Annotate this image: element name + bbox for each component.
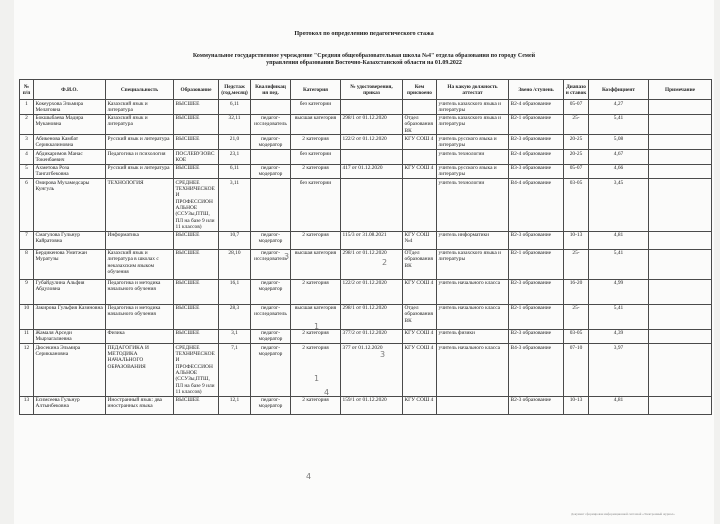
table-cell: КГУ СОШ 4 [403,344,437,396]
table-cell [649,135,712,150]
table-cell: ВЫСШЕЕ [174,329,219,344]
table-cell: ВЫСШЕЕ [174,100,219,115]
table-cell: 13 [20,396,34,414]
header-cell: Примечание [649,80,712,100]
table-cell: 3,11 [219,179,251,231]
table-cell: Педагогика и психология [106,150,174,165]
table-cell [341,150,403,165]
table-cell: 10 [20,304,34,329]
table-cell: ПЕДАГОГИКА И МЕТОДИКА НАЧАЛЬНОГО ОБРАЗОВАНИЯ [106,344,174,396]
table-cell: КГУ СОШ 4 [403,135,437,150]
handwritten-mark: 2 [382,258,388,267]
table-cell: учитель начального класса [437,344,509,396]
table-cell: высшая категория [291,249,341,279]
table-cell: 5,41 [589,249,649,279]
table-cell: 10-13 [564,231,589,249]
table-cell: В4-4 образование [509,179,564,231]
table-cell: Омирова Мухамедсары Кунгуль [34,179,106,231]
table-row [20,304,712,329]
table-cell: педагог-модератор [251,231,291,249]
table-cell: 12 [20,344,34,396]
table-cell: учитель начального класса [437,304,509,329]
table-cell: педагог-исследователь [251,114,291,135]
table-cell: В2-1 образование [509,249,564,279]
table-cell: 8 [20,249,34,279]
header-cell: Педстаж (год,месяц) [219,80,251,100]
table-cell: 6,11 [219,100,251,115]
table-cell: 298/1 от 01.12.2020 [341,114,403,135]
table-cell: Закирова Гульфия Казиновна [34,304,106,329]
table-cell: 12,1 [219,396,251,414]
table-cell [649,396,712,414]
table-cell: Бердикенова Умитжан Муратузы [34,249,106,279]
table-cell: Педагогика и методика начального обучения [106,304,174,329]
table-cell: Казахский язык и литература [106,100,174,115]
table-cell: Абикенова Камбат Серикказиновна [34,135,106,150]
table-cell [403,179,437,231]
table-cell: ПОСЛЕВУЗОВСКОЕ [174,150,219,165]
table-cell [649,249,712,279]
table-row [20,164,712,179]
header-cell: № удостоверения, приказ [341,80,403,100]
table-cell [649,279,712,304]
table-cell [649,100,712,115]
table-cell: без категории [291,179,341,231]
table-cell: 28,3 [219,304,251,329]
document-subtitle [14,53,714,67]
table-cell: КГУ СОШ 4 [403,396,437,414]
table-cell: без категории [291,100,341,115]
table-cell: учитель русского языка и литературы [437,164,509,179]
table-cell: Ахметова Роза Тангатбековна [34,164,106,179]
table-cell: В2-3 образование [509,396,564,414]
table-header-row [20,80,712,100]
table-cell: педагог-модератор [251,396,291,414]
table-cell: педагог-модератор [251,279,291,304]
table-cell: ВЫСШЕЕ [174,114,219,135]
table-cell: Русский язык и литература [106,164,174,179]
table-cell: В4-3 образование [509,344,564,396]
table-cell: 417 от 01.12.2020 [341,164,403,179]
table-cell: учитель казахского языка и литературы [437,114,509,135]
table-cell: 298/1 от 01.12.2020 [341,249,403,279]
header-cell: Коэффициент [589,80,649,100]
table-row [20,396,712,414]
table-cell: 1 [20,100,34,115]
table-cell: КГУ СОШ №4 [403,231,437,249]
table-cell: педагог-модератор [251,164,291,179]
table-cell: педагог-исследователь [251,249,291,279]
table-cell: Кокеурхова Эльмира Мелатовна [34,100,106,115]
table-cell: В2-3 образование [509,329,564,344]
header-cell: Ф.И.О. [34,80,106,100]
table-cell: ОТдел образования ВК [403,249,437,279]
table-cell: 3,45 [589,179,649,231]
handwritten-mark: 4 [324,388,330,397]
table-cell: 4,39 [589,329,649,344]
table-row [20,231,712,249]
subtitle-line-1: Коммунальное государственное учреждение "Средняя общеобразовательная школа №4" отдела образования по городу Семей [192,53,536,59]
header-cell: Квалификац ия пед. [251,80,291,100]
table-cell: 6 [20,179,34,231]
table-cell [403,100,437,115]
table-cell: 4,99 [589,279,649,304]
table-cell [341,179,403,231]
table-cell: учитель информатики [437,231,509,249]
table-cell: 03-05 [564,179,589,231]
header-cell: № п/п [20,80,34,100]
table-cell: учитель физики [437,329,509,344]
table-cell: СРЕДНЕЕ ТЕХНИЧЕСКОЕ И ПРОФЕССИОНАЛЬНОЕ (ССУЗы,ПТШ, ПЛ на базе 9 или 11 классов) [174,179,219,231]
table-cell: 25- [564,304,589,329]
table-cell: В2-1 образование [509,304,564,329]
table-cell: Отдел образования ВК [403,114,437,135]
table-cell: КГУ СОШ 4 [403,279,437,304]
table-cell: 5,41 [589,114,649,135]
table-cell: 2 категория [291,279,341,304]
table-cell: 7,1 [219,344,251,396]
table-cell: учитель казахского языка и литературы [437,249,509,279]
table-cell: 7 [20,231,34,249]
table-cell: 122/2 от 01.12.2020 [341,279,403,304]
table-cell: Отдел образования ВК [403,304,437,329]
table-cell: КГУ СОШ 4 [403,329,437,344]
table-cell [251,100,291,115]
header-cell: На какую должность аттестат [437,80,509,100]
table-cell: Жамаля Арседи Мырзагалиевна [34,329,106,344]
table-cell: 28,10 [219,249,251,279]
table-cell: 4,81 [589,231,649,249]
table-cell [341,100,403,115]
handwritten-mark: 1 [314,374,320,383]
table-row [20,344,712,396]
table-cell [403,150,437,165]
table-cell: В2-4 образование [509,100,564,115]
handwritten-mark: 1 [314,322,320,331]
table-cell: Смагулова Гульнур Кайратовна [34,231,106,249]
table-cell: Губайдулина Альфия Абдуловна [34,279,106,304]
table-cell [649,164,712,179]
table-cell: 5,41 [589,304,649,329]
table-cell: 10-13 [564,396,589,414]
staff-table [19,79,712,415]
table-cell [649,304,712,329]
table-cell: Дюсекина Эльмира Сериккановна [34,344,106,396]
table-cell: 25- [564,114,589,135]
table-cell: 3 [20,135,34,150]
table-cell: педагог-модератор [251,135,291,150]
table-cell [649,150,712,165]
table-cell: ВЫСШЕЕ [174,396,219,414]
table-cell: 16,1 [219,279,251,304]
subtitle-line-2: управления образования Восточно-Казахстанской области на 01.09.2022 [266,60,462,67]
table-cell: Физика [106,329,174,344]
header-cell: Диапазо н ставок [564,80,589,100]
document-page [14,0,714,524]
table-cell: 4,67 [589,150,649,165]
table-cell: В2-1 образование [509,114,564,135]
table-cell: В3-3 образование [509,164,564,179]
table-cell: 6,11 [219,164,251,179]
table-cell [649,231,712,249]
header-cell: Категория [291,80,341,100]
table-cell: 122/2 от 01.12.2020 [341,135,403,150]
table-cell: 3,97 [589,344,649,396]
table-cell: Информатика [106,231,174,249]
table-cell: 5 [20,164,34,179]
table-cell: 2 категория [291,344,341,396]
table-cell: 25- [564,249,589,279]
table-cell [251,150,291,165]
table-cell: 4,81 [589,396,649,414]
table-cell: 32,11 [219,114,251,135]
table-cell: В2-3 образование [509,231,564,249]
table-cell: учитель технологии [437,150,509,165]
table-cell: Есимсеева Гульнур Алтынбековна [34,396,106,414]
table-cell: Иностранный язык: два иностранных языка [106,396,174,414]
table-cell: В2-4 образование [509,150,564,165]
handwritten-mark: 3 [284,252,290,261]
table-row [20,279,712,304]
table-cell [649,114,712,135]
table-cell: 10,7 [219,231,251,249]
handwritten-mark: 3 [380,350,386,359]
table-cell [649,344,712,396]
document-title: Протокол по определению педагогического стажа [294,30,434,37]
table-row [20,100,712,115]
table-cell: 07-10 [564,344,589,396]
table-cell: 159/1 от 01.12.2020 [341,396,403,414]
table-cell: 2 категория [291,396,341,414]
table-cell: 2 [20,114,34,135]
table-cell: КГУ СОШ 4 [403,164,437,179]
table-cell: 2 категория [291,135,341,150]
table-cell: ВЫСШЕЕ [174,279,219,304]
table-row [20,179,712,231]
table-cell: высшая категория [291,114,341,135]
table-cell [251,179,291,231]
table-cell: 2 категория [291,329,341,344]
table-cell: 115/3 от 31.08.2021 [341,231,403,249]
table-cell: 05-07 [564,164,589,179]
table-cell [649,179,712,231]
table-cell: 16-20 [564,279,589,304]
header-cell: Специальность [106,80,174,100]
table-cell: ВЫСШЕЕ [174,304,219,329]
table-cell: Абдикаримов Манас Токенбаевич [34,150,106,165]
table-cell: 298/1 от 01.12.2020 [341,304,403,329]
table-cell: В2-3 образование [509,279,564,304]
table-cell: 4 [20,150,34,165]
table-cell: 11 [20,329,34,344]
table-cell: 377/2 от 01.12.2020 [341,329,403,344]
table-cell: В2-3 образование [509,135,564,150]
table-cell: учитель казахского языка и литературы [437,100,509,115]
table-cell [649,329,712,344]
table-cell: 2 категория [291,231,341,249]
table-cell: педагог-модератор [251,329,291,344]
handwritten-mark: 4 [306,472,312,481]
table-cell: 2 категория [291,164,341,179]
table-cell: ВЫСШЕЕ [174,164,219,179]
table-cell: высшая категория [291,304,341,329]
table-row [20,249,712,279]
table-cell: Бокшыбаева Мадира Мукановна [34,114,106,135]
table-cell: педагог-модератор [251,344,291,396]
table-cell: ТЕХНОЛОГИЯ [106,179,174,231]
header-cell: Кем присвоено [403,80,437,100]
table-cell: 4,27 [589,100,649,115]
table-row [20,329,712,344]
table-cell: Русский язык и литература [106,135,174,150]
table-row [20,150,712,165]
table-cell: Казахский язык и литература [106,114,174,135]
table-cell: педагог-исследователь [251,304,291,329]
table-row [20,135,712,150]
table-cell: 20-25 [564,135,589,150]
table-cell: 3,1 [219,329,251,344]
table-cell: СРЕДНЕЕ ТЕХНИЧЕСКОЕ И ПРОФЕССИОНАЛЬНОЕ (ССУЗы,ПТШ, ПЛ на базе 9 или 11 классов) [174,344,219,396]
table-cell: без категории [291,150,341,165]
table-cell: 03-05 [564,329,589,344]
table-cell: 23,1 [219,150,251,165]
table-cell: ВЫСШЕЕ [174,231,219,249]
table-cell [437,396,509,414]
table-cell: 20-25 [564,150,589,165]
table-cell: 9 [20,279,34,304]
table-cell: Казахский язык и литература в школах с неказахским языком обучения [106,249,174,279]
table-cell: учитель русского языка и литературы [437,135,509,150]
table-cell: 377 от 01.12.2020 [341,344,403,396]
table-cell: ВЫСШЕЕ [174,249,219,279]
table-row [20,114,712,135]
table-cell: 05-07 [564,100,589,115]
header-cell: Образование [174,80,219,100]
table-cell: 21,0 [219,135,251,150]
table-cell: учитель технологии [437,179,509,231]
table-cell: учитель начального класса [437,279,509,304]
footer-note: Документ сформирован информационной системой «Электронный журнал» [571,512,675,516]
table-cell: ВЫСШЕЕ [174,135,219,150]
table-cell: 4,66 [589,164,649,179]
table-cell: 5,08 [589,135,649,150]
header-cell: Звено /ступень [509,80,564,100]
table-cell: Педагогика и методика начального обучения [106,279,174,304]
